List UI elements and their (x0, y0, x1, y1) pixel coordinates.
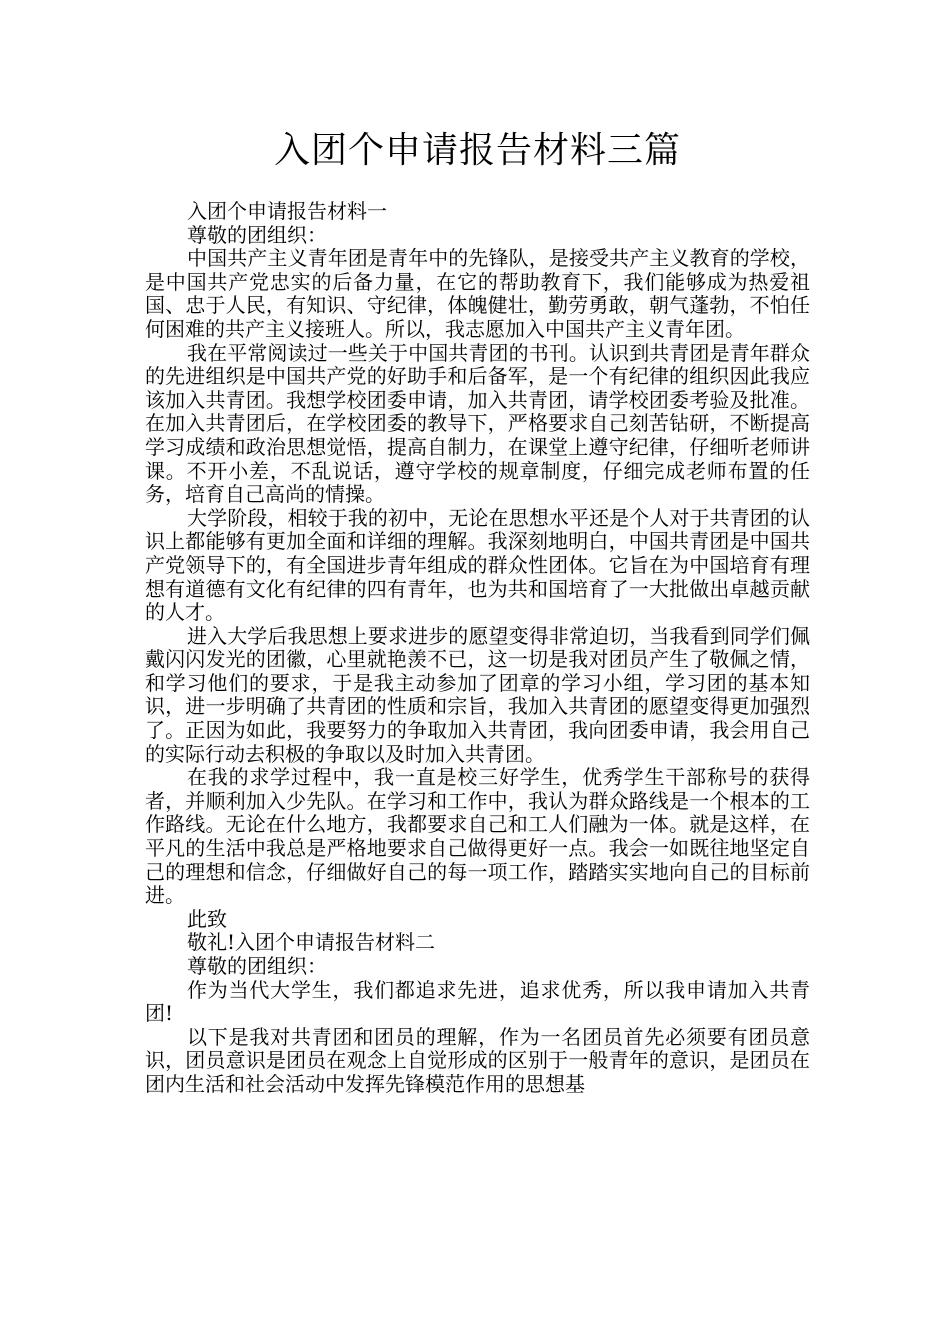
salutation: 尊敬的团组织： (187, 954, 327, 978)
body-paragraph: 作为当代大学生，我们都追求先进，追求优秀，所以我申请加入共青团! (145, 977, 810, 1026)
closing-line: 此致 (187, 906, 227, 931)
document-body (145, 200, 810, 1097)
body-paragraph: 大学阶段，相较于我的初中，无论在思想水平还是个人对于共青团的认识上都能够有更加全面和详细的理解。我深刻地明白，中国共青团是中国共产党领导下的，有全国进步青年组成的群众性团体。它旨在为中国培育有理想有道德有文化有纪律的四有青年，也为共和国培育了一大批做出卓越贡献的人才。 (145, 505, 810, 625)
section-heading-1: 入团个申请报告材料一 (187, 199, 387, 223)
document-title: 入团个申请报告材料三篇 (273, 130, 681, 171)
closing-and-section-heading-2: 敬礼!入团个申请报告材料二 (187, 930, 436, 955)
salutation: 尊敬的团组织： (187, 222, 327, 247)
body-paragraph: 我在平常阅读过一些关于中国共青团的书刊。认识到共青团是青年群众的先进组织是中国共产党的好助手和后备军，是一个有纪律的组织因此我应该加入共青团。我想学校团委申请，加入共青团，请学校团委考验及批准。在加入共青团后，在学校团委的教导下，严格要求自己刻苦钻研，不断提高学习成绩和政治思想觉悟，提高自制力，在课堂上遵守纪律，仔细听老师讲课。不开小差，不乱说话，遵守学校的规章制度，仔细完成老师布置的任务，培育自己高尚的情操。 (145, 340, 810, 507)
document-page (145, 0, 810, 1097)
body-paragraph: 以下是我对共青团和团员的理解，作为一名团员首先必须要有团员意识，团员意识是团员在观念上自觉形成的区别于一般青年的意识，是团员在团内生活和社会活动中发挥先锋模范作用的思想基 (145, 1024, 810, 1096)
body-paragraph: 中国共产主义青年团是青年中的先锋队，是接受共产主义教育的学校，是中国共产党忠实的后备力量，在它的帮助教育下，我们能够成为热爱祖国、忠于人民，有知识、守纪律，体魄健壮，勤劳勇敢，朝气蓬勃，不怕任何困难的共产主义接班人。所以，我志愿加入中国共产主义青年团。 (145, 246, 810, 341)
body-paragraph: 进入大学后我思想上要求进步的愿望变得非常迫切，当我看到同学们佩戴闪闪发光的团徽，心里就艳羡不已，这一切是我对团员产生了敬佩之情，和学习他们的要求，于是我主动参加了团章的学习小组，学习团的基本知识，进一步明确了共青团的性质和宗旨，我加入共青团的愿望变得更加强烈了。正因为如此，我要努力的争取加入共青团，我向团委申请，我会用自己的实际行动去积极的争取以及时加入共青团。 (145, 623, 810, 766)
body-paragraph: 在我的求学过程中，我一直是校三好学生，优秀学生干部称号的获得者，并顺利加入少先队。在学习和工作中，我认为群众路线是一个根本的工作路线。无论在什么地方，我都要求自己和工人们融为一体。就是这样，在平凡的生活中我总是严格地要求自己做得更好一点。我会一如既往地坚定自己的理想和信念，仔细做好自己的每一项工作，踏踏实实地向自己的目标前进。 (145, 765, 810, 908)
